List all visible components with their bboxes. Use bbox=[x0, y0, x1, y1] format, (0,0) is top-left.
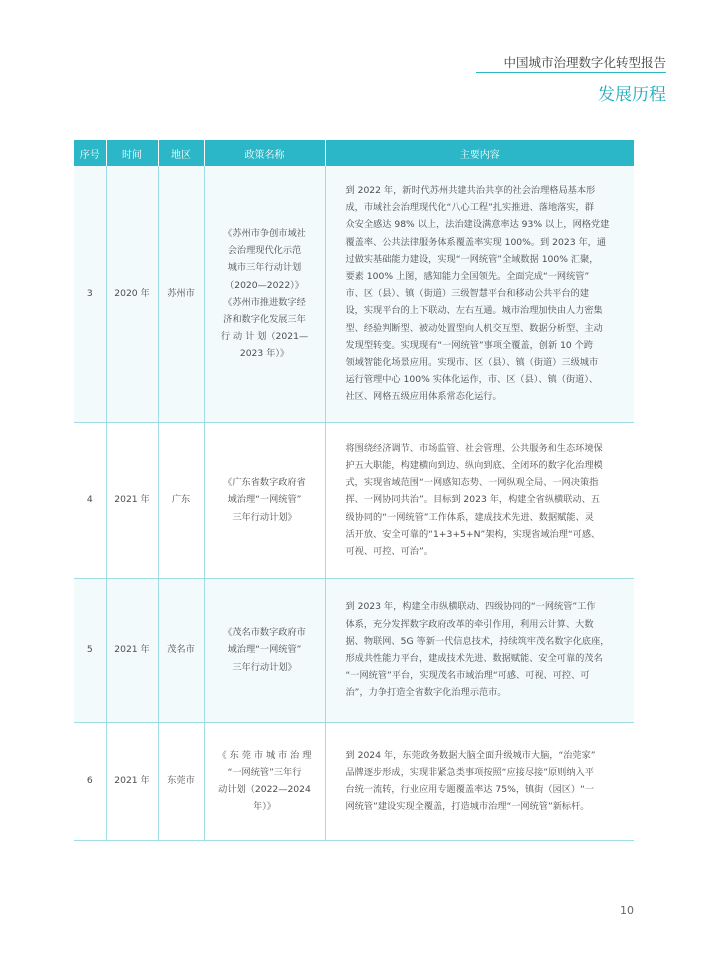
content-line: 挥、一网协同共治”。目标到 2023 年，构建全省纵横联动、五 bbox=[345, 494, 600, 506]
table-row bbox=[74, 422, 634, 578]
content-line: “一网统管”平台，实现茂名市域治理“可感、可视、可控、可 bbox=[345, 670, 590, 682]
content-line: 市、区（县）、镇（街道）三级智慧平台和移动公共平台的建 bbox=[345, 288, 589, 300]
row-year: 2021 年 bbox=[106, 578, 158, 722]
table-row bbox=[74, 578, 634, 722]
report-title: 中国城市治理数字化转型报告 bbox=[503, 55, 666, 70]
policy-line: “一网统管”三年行 bbox=[227, 766, 302, 778]
column-header-region: 地区 bbox=[158, 140, 204, 166]
page-number: 10 bbox=[620, 904, 634, 917]
table-row bbox=[74, 166, 634, 422]
row-main-content bbox=[325, 166, 634, 422]
row-index: 4 bbox=[74, 422, 106, 578]
policy-line: 《广东省数字政府省 bbox=[223, 477, 306, 489]
content-line: 社区、网格五级应用体系常态化运行。 bbox=[345, 391, 502, 403]
row-index: 3 bbox=[74, 166, 106, 422]
policy-line: 动计划（2022—2024 bbox=[218, 784, 311, 795]
content-line: 型、经验判断型、被动处置型向人机交互型、数据分析型、主动 bbox=[345, 322, 603, 334]
policy-line: 《 东 莞 市 城 市 治 理 bbox=[217, 749, 312, 761]
content-line: 体系，充分发挥数字政府改革的牵引作用，利用云计算、大数 bbox=[345, 618, 594, 630]
policy-line: 域治理“一网统管” bbox=[227, 644, 302, 656]
table-row bbox=[74, 722, 634, 840]
row-policy-name bbox=[204, 578, 325, 722]
content-line: 治”，力争打造全省数字化治理示范市。 bbox=[345, 687, 507, 699]
row-region: 苏州市 bbox=[158, 166, 204, 422]
row-region: 东莞市 bbox=[158, 722, 204, 840]
content-line: 级协同的“一网统管”工作体系，建成技术先进、数据赋能、灵 bbox=[345, 511, 594, 523]
policy-table-container bbox=[74, 140, 634, 841]
policy-line: 济和数字化发展三年 bbox=[223, 313, 306, 325]
content-line: 到 2022 年，新时代苏州共建共治共享的社会治理格局基本形 bbox=[345, 184, 596, 196]
row-region: 茂名市 bbox=[158, 578, 204, 722]
content-line: 护五大职能，构建横向到边、纵向到底、全闭环的数字化治理模 bbox=[345, 459, 603, 471]
content-line: 到 2024 年，东莞政务数据大脑全面升级城市大脑，“治莞家” bbox=[345, 749, 596, 761]
column-header-policy-name: 政策名称 bbox=[204, 140, 325, 166]
policy-table bbox=[74, 140, 634, 841]
content-line: 网统管”建设实现全覆盖，打造城市治理“一网统管”新标杆。 bbox=[345, 801, 590, 813]
content-line: 发现型转变。实现现有“一网统管”事项全覆盖，创新 10 个跨 bbox=[345, 339, 594, 351]
policy-line: 2023 年）》 bbox=[239, 348, 290, 360]
policy-line: 会治理现代化示范 bbox=[227, 245, 302, 257]
content-line: 形成共性能力平台，建成技术先进、数据赋能、安全可靠的茂名 bbox=[345, 653, 603, 664]
content-line: 覆盖率、公共法律服务体系覆盖率实现 100%。到 2023 年，通 bbox=[345, 236, 607, 248]
content-line: 品牌逐步形成，实现非紧急类事项按照“应接尽接”原则纳入平 bbox=[345, 766, 594, 778]
content-line: 众安全感达 98% 以上，法治建设满意率达 93% 以上，网格党建 bbox=[345, 219, 610, 231]
header-rule bbox=[476, 72, 666, 73]
policy-line: 《苏州市争创市域社 bbox=[223, 227, 306, 239]
policy-line: 《苏州市推进数字经 bbox=[223, 296, 306, 308]
content-line: 过做实基础能力建设，实现“一网统管”全域数据 100% 汇聚， bbox=[345, 253, 599, 265]
column-header-main-content: 主要内容 bbox=[325, 140, 634, 166]
row-main-content bbox=[325, 422, 634, 578]
row-year: 2020 年 bbox=[106, 166, 158, 422]
policy-line: （2020—2022）》 bbox=[225, 279, 304, 291]
row-policy-name bbox=[204, 722, 325, 840]
policy-line: 三年行动计划》 bbox=[232, 511, 297, 523]
row-index: 5 bbox=[74, 578, 106, 722]
content-line: 成，市域社会治理现代化“八心工程”扎实推进、落地落实，群 bbox=[345, 202, 594, 214]
content-line: 设，实现平台的上下联动、左右互通。城市治理加快由人力密集 bbox=[345, 305, 603, 317]
content-line: 将围绕经济调节、市场监管、社会管理、公共服务和生态环境保 bbox=[345, 442, 603, 454]
policy-line: 三年行动计划》 bbox=[232, 661, 297, 673]
policy-line: 城市三年行动计划 bbox=[227, 262, 302, 274]
policy-line: 行 动 计 划（2021— bbox=[220, 331, 309, 343]
content-line: 活开放、安全可靠的“1+3+5+N”架构，实现省域治理“可感、 bbox=[345, 528, 601, 540]
content-line: 到 2023 年，构建全市纵横联动、四级协同的“一网统管”工作 bbox=[345, 601, 596, 613]
content-line: 可视、可控、可治”。 bbox=[345, 546, 433, 557]
column-header-index: 序号 bbox=[74, 140, 106, 166]
policy-line: 《茂名市数字政府市 bbox=[223, 627, 306, 639]
content-line: 据、物联网、5G 等新一代信息技术，持续筑牢茂名数字化底座， bbox=[345, 635, 610, 647]
content-line: 台统一流转，行业应用专题覆盖率达 75%，镇街（园区）“一 bbox=[345, 784, 595, 795]
section-title: 发展历程 bbox=[598, 85, 666, 105]
policy-line: 域治理“一网统管” bbox=[227, 494, 302, 506]
content-line: 运行管理中心 100% 实体化运作，市、区（县）、镇（街道）、 bbox=[345, 374, 599, 386]
row-region: 广东 bbox=[158, 422, 204, 578]
policy-line: 年）》 bbox=[253, 801, 276, 813]
row-main-content bbox=[325, 722, 634, 840]
content-line: 式，实现省域范围“一网感知态势、一网纵观全局、一网决策指 bbox=[345, 477, 599, 489]
row-policy-name bbox=[204, 422, 325, 578]
row-index: 6 bbox=[74, 722, 106, 840]
row-policy-name bbox=[204, 166, 325, 422]
content-line: 要素 100% 上图，感知能力全国领先。全面完成“一网统管” bbox=[345, 270, 590, 282]
row-year: 2021 年 bbox=[106, 422, 158, 578]
row-main-content bbox=[325, 578, 634, 722]
content-line: 领域智能化场景应用。实现市、区（县）、镇（街道）三级城市 bbox=[345, 356, 599, 368]
row-year: 2021 年 bbox=[106, 722, 158, 840]
table-header bbox=[74, 140, 634, 166]
column-header-year: 时间 bbox=[106, 140, 158, 166]
